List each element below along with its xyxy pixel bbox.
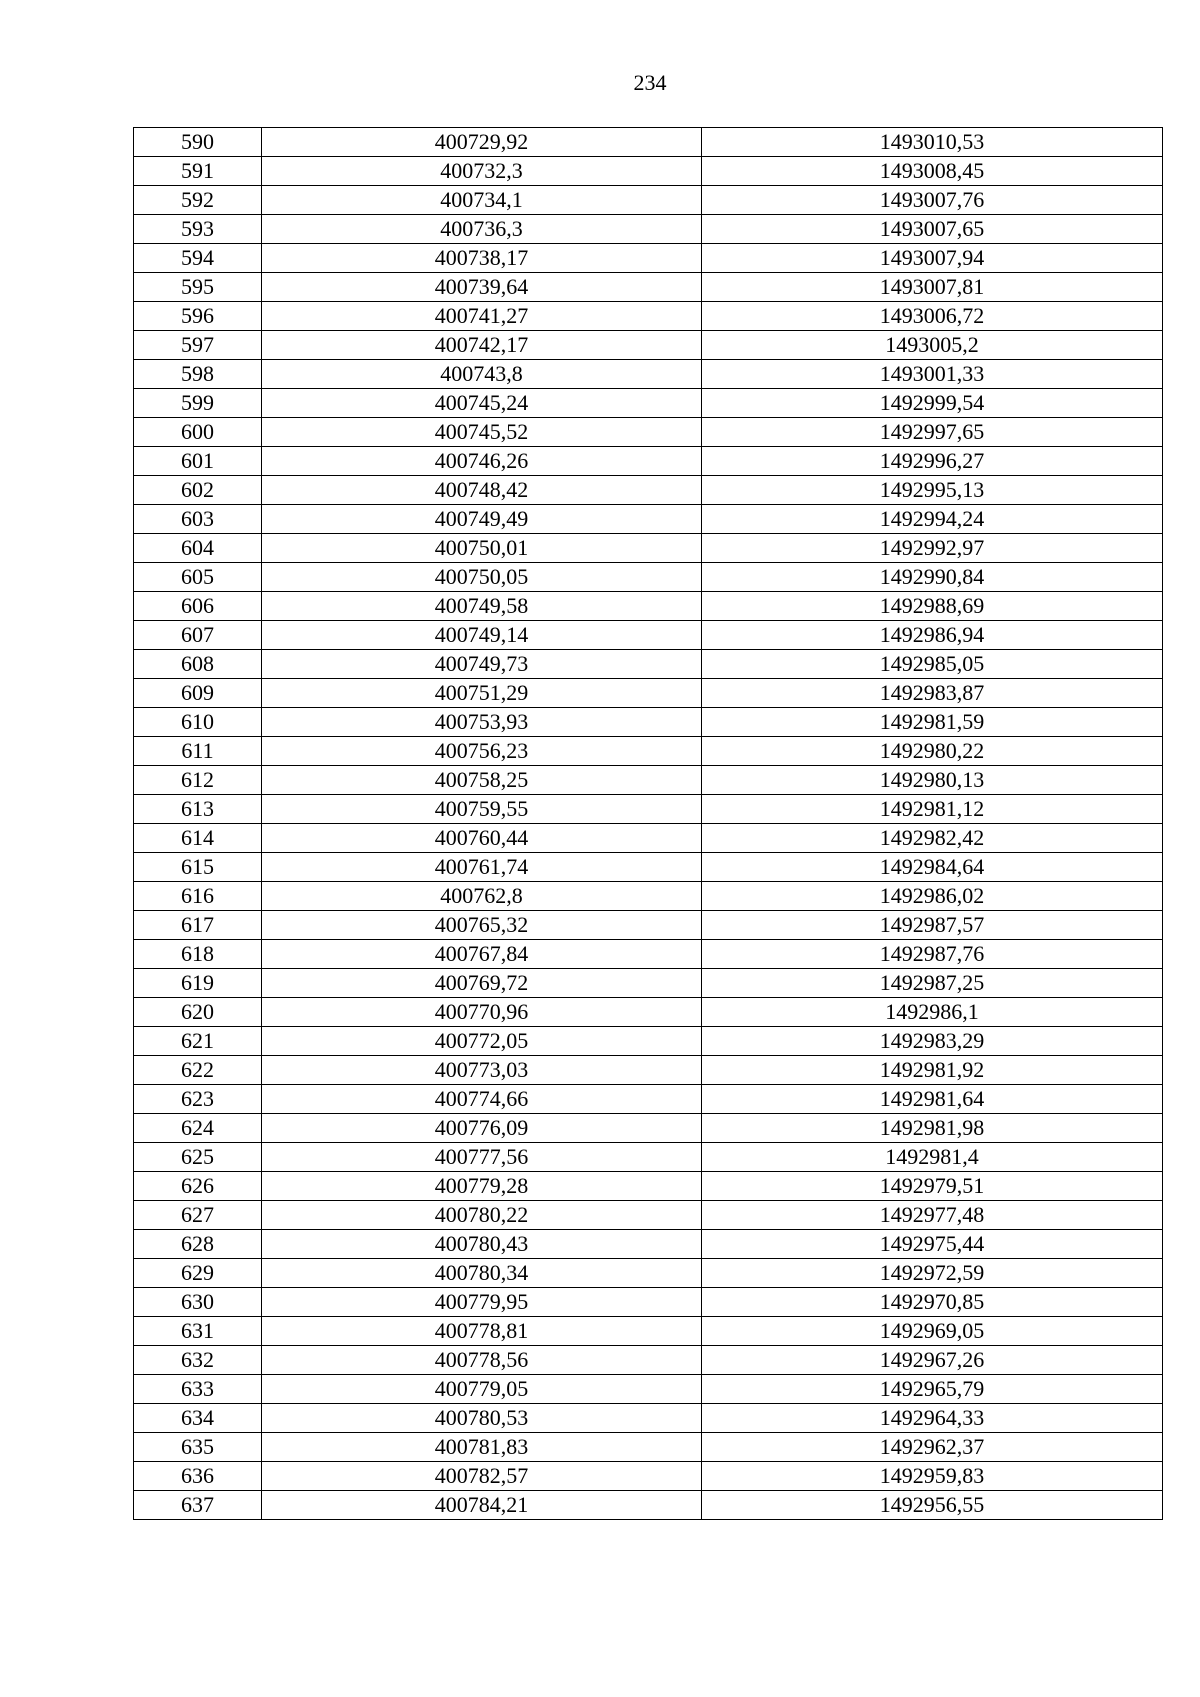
x-coordinate-cell: 400780,53: [262, 1404, 702, 1433]
table-row: [134, 1230, 1163, 1259]
x-coordinate-cell: 400759,55: [262, 795, 702, 824]
x-coordinate-cell: 400750,05: [262, 563, 702, 592]
y-coordinate-cell: 1492985,05: [702, 650, 1163, 679]
point-number-cell: 621: [134, 1027, 262, 1056]
point-number-cell: 609: [134, 679, 262, 708]
table-row: [134, 1201, 1163, 1230]
x-coordinate-cell: 400761,74: [262, 853, 702, 882]
table-row: [134, 157, 1163, 186]
y-coordinate-cell: 1493007,94: [702, 244, 1163, 273]
y-coordinate-cell: 1492977,48: [702, 1201, 1163, 1230]
y-coordinate-cell: 1492987,76: [702, 940, 1163, 969]
y-coordinate-cell: 1492956,55: [702, 1491, 1163, 1520]
point-number-cell: 619: [134, 969, 262, 998]
y-coordinate-cell: 1492994,24: [702, 505, 1163, 534]
point-number-cell: 637: [134, 1491, 262, 1520]
point-number-cell: 626: [134, 1172, 262, 1201]
point-number-cell: 631: [134, 1317, 262, 1346]
x-coordinate-cell: 400762,8: [262, 882, 702, 911]
table-row: [134, 737, 1163, 766]
y-coordinate-cell: 1492986,02: [702, 882, 1163, 911]
y-coordinate-cell: 1492986,1: [702, 998, 1163, 1027]
y-coordinate-cell: 1492983,29: [702, 1027, 1163, 1056]
table-row: [134, 1491, 1163, 1520]
point-number-cell: 612: [134, 766, 262, 795]
point-number-cell: 596: [134, 302, 262, 331]
x-coordinate-cell: 400770,96: [262, 998, 702, 1027]
x-coordinate-cell: 400779,05: [262, 1375, 702, 1404]
page-number: 234: [633, 70, 667, 95]
x-coordinate-cell: 400739,64: [262, 273, 702, 302]
y-coordinate-cell: 1492959,83: [702, 1462, 1163, 1491]
y-coordinate-cell: 1492995,13: [702, 476, 1163, 505]
table-row: [134, 476, 1163, 505]
point-number-cell: 615: [134, 853, 262, 882]
point-number-cell: 599: [134, 389, 262, 418]
y-coordinate-cell: 1492970,85: [702, 1288, 1163, 1317]
point-number-cell: 625: [134, 1143, 262, 1172]
x-coordinate-cell: 400753,93: [262, 708, 702, 737]
table-row: [134, 331, 1163, 360]
table-row: [134, 679, 1163, 708]
y-coordinate-cell: 1492981,92: [702, 1056, 1163, 1085]
x-coordinate-cell: 400746,26: [262, 447, 702, 476]
point-number-cell: 595: [134, 273, 262, 302]
y-coordinate-cell: 1492981,98: [702, 1114, 1163, 1143]
x-coordinate-cell: 400781,83: [262, 1433, 702, 1462]
table-row: [134, 1027, 1163, 1056]
x-coordinate-cell: 400779,28: [262, 1172, 702, 1201]
y-coordinate-cell: 1492967,26: [702, 1346, 1163, 1375]
y-coordinate-cell: 1492962,37: [702, 1433, 1163, 1462]
y-coordinate-cell: 1492984,64: [702, 853, 1163, 882]
table-row: [134, 505, 1163, 534]
point-number-cell: 633: [134, 1375, 262, 1404]
table-row: [134, 244, 1163, 273]
table-row: [134, 795, 1163, 824]
x-coordinate-cell: 400758,25: [262, 766, 702, 795]
table-row: [134, 302, 1163, 331]
point-number-cell: 600: [134, 418, 262, 447]
table-row: [134, 708, 1163, 737]
table-row: [134, 215, 1163, 244]
table-row: [134, 418, 1163, 447]
y-coordinate-cell: 1493006,72: [702, 302, 1163, 331]
table-row: [134, 1404, 1163, 1433]
table-row: [134, 911, 1163, 940]
point-number-cell: 628: [134, 1230, 262, 1259]
x-coordinate-cell: 400780,43: [262, 1230, 702, 1259]
x-coordinate-cell: 400741,27: [262, 302, 702, 331]
x-coordinate-cell: 400729,92: [262, 128, 702, 157]
y-coordinate-cell: 1492972,59: [702, 1259, 1163, 1288]
table-row: [134, 273, 1163, 302]
x-coordinate-cell: 400745,24: [262, 389, 702, 418]
x-coordinate-cell: 400756,23: [262, 737, 702, 766]
x-coordinate-cell: 400778,81: [262, 1317, 702, 1346]
x-coordinate-cell: 400743,8: [262, 360, 702, 389]
y-coordinate-cell: 1492999,54: [702, 389, 1163, 418]
x-coordinate-cell: 400749,58: [262, 592, 702, 621]
point-number-cell: 597: [134, 331, 262, 360]
point-number-cell: 623: [134, 1085, 262, 1114]
table-row: [134, 940, 1163, 969]
point-number-cell: 607: [134, 621, 262, 650]
y-coordinate-cell: 1492996,27: [702, 447, 1163, 476]
table-row: [134, 766, 1163, 795]
point-number-cell: 614: [134, 824, 262, 853]
table-row: [134, 1317, 1163, 1346]
x-coordinate-cell: 400767,84: [262, 940, 702, 969]
point-number-cell: 610: [134, 708, 262, 737]
x-coordinate-cell: 400749,14: [262, 621, 702, 650]
y-coordinate-cell: 1492987,25: [702, 969, 1163, 998]
table-row: [134, 1288, 1163, 1317]
point-number-cell: 617: [134, 911, 262, 940]
x-coordinate-cell: 400749,49: [262, 505, 702, 534]
coordinates-table: [133, 127, 1163, 1520]
table-row: [134, 1172, 1163, 1201]
point-number-cell: 630: [134, 1288, 262, 1317]
table-row: [134, 1462, 1163, 1491]
x-coordinate-cell: 400732,3: [262, 157, 702, 186]
x-coordinate-cell: 400782,57: [262, 1462, 702, 1491]
x-coordinate-cell: 400760,44: [262, 824, 702, 853]
y-coordinate-cell: 1493001,33: [702, 360, 1163, 389]
y-coordinate-cell: 1492988,69: [702, 592, 1163, 621]
y-coordinate-cell: 1492990,84: [702, 563, 1163, 592]
point-number-cell: 605: [134, 563, 262, 592]
table-row: [134, 650, 1163, 679]
point-number-cell: 634: [134, 1404, 262, 1433]
y-coordinate-cell: 1492981,64: [702, 1085, 1163, 1114]
x-coordinate-cell: 400780,34: [262, 1259, 702, 1288]
point-number-cell: 608: [134, 650, 262, 679]
table-row: [134, 592, 1163, 621]
table-row: [134, 360, 1163, 389]
point-number-cell: 635: [134, 1433, 262, 1462]
point-number-cell: 624: [134, 1114, 262, 1143]
point-number-cell: 611: [134, 737, 262, 766]
x-coordinate-cell: 400748,42: [262, 476, 702, 505]
table-row: [134, 534, 1163, 563]
point-number-cell: 598: [134, 360, 262, 389]
point-number-cell: 606: [134, 592, 262, 621]
point-number-cell: 620: [134, 998, 262, 1027]
x-coordinate-cell: 400777,56: [262, 1143, 702, 1172]
x-coordinate-cell: 400773,03: [262, 1056, 702, 1085]
point-number-cell: 603: [134, 505, 262, 534]
y-coordinate-cell: 1492964,33: [702, 1404, 1163, 1433]
y-coordinate-cell: 1492981,12: [702, 795, 1163, 824]
table-row: [134, 882, 1163, 911]
point-number-cell: 592: [134, 186, 262, 215]
x-coordinate-cell: 400780,22: [262, 1201, 702, 1230]
table-row: [134, 1085, 1163, 1114]
table-row: [134, 128, 1163, 157]
y-coordinate-cell: 1492980,22: [702, 737, 1163, 766]
y-coordinate-cell: 1493007,81: [702, 273, 1163, 302]
point-number-cell: 616: [134, 882, 262, 911]
y-coordinate-cell: 1492981,4: [702, 1143, 1163, 1172]
table-row: [134, 853, 1163, 882]
point-number-cell: 604: [134, 534, 262, 563]
table-row: [134, 969, 1163, 998]
x-coordinate-cell: 400778,56: [262, 1346, 702, 1375]
point-number-cell: 613: [134, 795, 262, 824]
coordinates-table-body: [134, 128, 1163, 1520]
table-row: [134, 389, 1163, 418]
point-number-cell: 627: [134, 1201, 262, 1230]
x-coordinate-cell: 400776,09: [262, 1114, 702, 1143]
y-coordinate-cell: 1493010,53: [702, 128, 1163, 157]
y-coordinate-cell: 1492980,13: [702, 766, 1163, 795]
table-row: [134, 1433, 1163, 1462]
y-coordinate-cell: 1492982,42: [702, 824, 1163, 853]
table-row: [134, 1259, 1163, 1288]
y-coordinate-cell: 1493007,76: [702, 186, 1163, 215]
point-number-cell: 636: [134, 1462, 262, 1491]
y-coordinate-cell: 1492992,97: [702, 534, 1163, 563]
table-row: [134, 998, 1163, 1027]
x-coordinate-cell: 400751,29: [262, 679, 702, 708]
point-number-cell: 632: [134, 1346, 262, 1375]
y-coordinate-cell: 1492969,05: [702, 1317, 1163, 1346]
table-row: [134, 621, 1163, 650]
point-number-cell: 602: [134, 476, 262, 505]
y-coordinate-cell: 1492997,65: [702, 418, 1163, 447]
point-number-cell: 629: [134, 1259, 262, 1288]
table-row: [134, 447, 1163, 476]
table-row: [134, 824, 1163, 853]
x-coordinate-cell: 400745,52: [262, 418, 702, 447]
table-row: [134, 1346, 1163, 1375]
point-number-cell: 601: [134, 447, 262, 476]
table-row: [134, 186, 1163, 215]
table-row: [134, 1114, 1163, 1143]
table-row: [134, 563, 1163, 592]
point-number-cell: 618: [134, 940, 262, 969]
x-coordinate-cell: 400738,17: [262, 244, 702, 273]
x-coordinate-cell: 400742,17: [262, 331, 702, 360]
y-coordinate-cell: 1492987,57: [702, 911, 1163, 940]
x-coordinate-cell: 400750,01: [262, 534, 702, 563]
x-coordinate-cell: 400749,73: [262, 650, 702, 679]
x-coordinate-cell: 400774,66: [262, 1085, 702, 1114]
table-row: [134, 1375, 1163, 1404]
y-coordinate-cell: 1492975,44: [702, 1230, 1163, 1259]
y-coordinate-cell: 1492986,94: [702, 621, 1163, 650]
y-coordinate-cell: 1493005,2: [702, 331, 1163, 360]
y-coordinate-cell: 1492983,87: [702, 679, 1163, 708]
x-coordinate-cell: 400736,3: [262, 215, 702, 244]
x-coordinate-cell: 400772,05: [262, 1027, 702, 1056]
table-row: [134, 1143, 1163, 1172]
x-coordinate-cell: 400784,21: [262, 1491, 702, 1520]
x-coordinate-cell: 400769,72: [262, 969, 702, 998]
y-coordinate-cell: 1493007,65: [702, 215, 1163, 244]
x-coordinate-cell: 400765,32: [262, 911, 702, 940]
y-coordinate-cell: 1493008,45: [702, 157, 1163, 186]
table-row: [134, 1056, 1163, 1085]
point-number-cell: 593: [134, 215, 262, 244]
point-number-cell: 591: [134, 157, 262, 186]
x-coordinate-cell: 400734,1: [262, 186, 702, 215]
point-number-cell: 622: [134, 1056, 262, 1085]
y-coordinate-cell: 1492965,79: [702, 1375, 1163, 1404]
y-coordinate-cell: 1492979,51: [702, 1172, 1163, 1201]
x-coordinate-cell: 400779,95: [262, 1288, 702, 1317]
point-number-cell: 590: [134, 128, 262, 157]
y-coordinate-cell: 1492981,59: [702, 708, 1163, 737]
point-number-cell: 594: [134, 244, 262, 273]
